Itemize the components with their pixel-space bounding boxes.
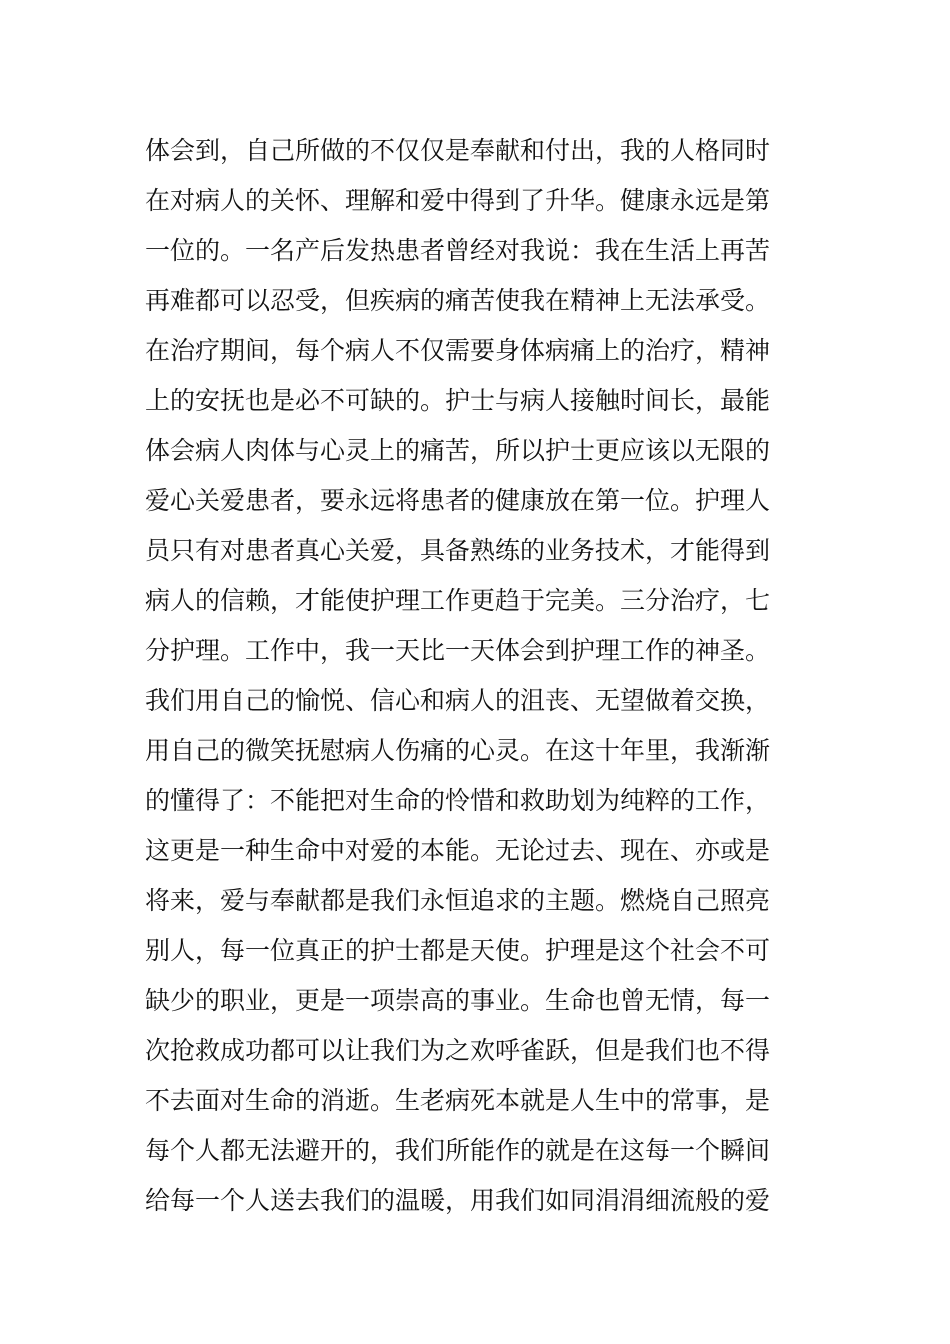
text-line: 这更是一种生命中对爱的本能。无论过去、现在、亦或是 bbox=[145, 836, 771, 865]
text-line: 将来，爱与奉献都是我们永恒追求的主题。燃烧自己照亮 bbox=[145, 886, 771, 915]
text-line: 别人，每一位真正的护士都是天使。护理是这个社会不可 bbox=[145, 936, 771, 965]
body-text bbox=[145, 126, 815, 1226]
text-line: 分护理。工作中，我一天比一天体会到护理工作的神圣。 bbox=[145, 636, 771, 665]
text-line: 一位的。一名产后发热患者曾经对我说：我在生活上再苦 bbox=[145, 236, 771, 265]
text-line: 不去面对生命的消逝。生老病死本就是人生中的常事，是 bbox=[145, 1086, 771, 1115]
text-line: 体会病人肉体与心灵上的痛苦，所以护士更应该以无限的 bbox=[145, 436, 771, 465]
text-line: 上的安抚也是必不可缺的。护士与病人接触时间长，最能 bbox=[145, 386, 771, 415]
text-line: 用自己的微笑抚慰病人伤痛的心灵。在这十年里，我渐渐 bbox=[145, 736, 771, 765]
text-line: 员只有对患者真心关爱，具备熟练的业务技术，才能得到 bbox=[145, 536, 771, 565]
text-line: 再难都可以忍受，但疾病的痛苦使我在精神上无法承受。 bbox=[145, 286, 771, 315]
text-line: 体会到，自己所做的不仅仅是奉献和付出，我的人格同时 bbox=[145, 136, 771, 165]
text-line: 我们用自己的愉悦、信心和病人的沮丧、无望做着交换， bbox=[145, 686, 771, 715]
text-line: 缺少的职业，更是一项崇高的事业。生命也曾无情，每一 bbox=[145, 986, 771, 1015]
text-line: 在治疗期间，每个病人不仅需要身体病痛上的治疗，精神 bbox=[145, 336, 771, 365]
text-line: 的懂得了：不能把对生命的怜惜和救助划为纯粹的工作， bbox=[145, 786, 771, 815]
text-line: 每个人都无法避开的，我们所能作的就是在这每一个瞬间 bbox=[145, 1136, 771, 1165]
text-line: 在对病人的关怀、理解和爱中得到了升华。健康永远是第 bbox=[145, 186, 771, 215]
text-line: 次抢救成功都可以让我们为之欢呼雀跃，但是我们也不得 bbox=[145, 1036, 771, 1065]
text-line: 病人的信赖，才能使护理工作更趋于完美。三分治疗，七 bbox=[145, 586, 771, 615]
text-line: 给每一个人送去我们的温暖，用我们如同涓涓细流般的爱 bbox=[145, 1186, 771, 1215]
text-line: 爱心关爱患者，要永远将患者的健康放在第一位。护理人 bbox=[145, 486, 771, 515]
